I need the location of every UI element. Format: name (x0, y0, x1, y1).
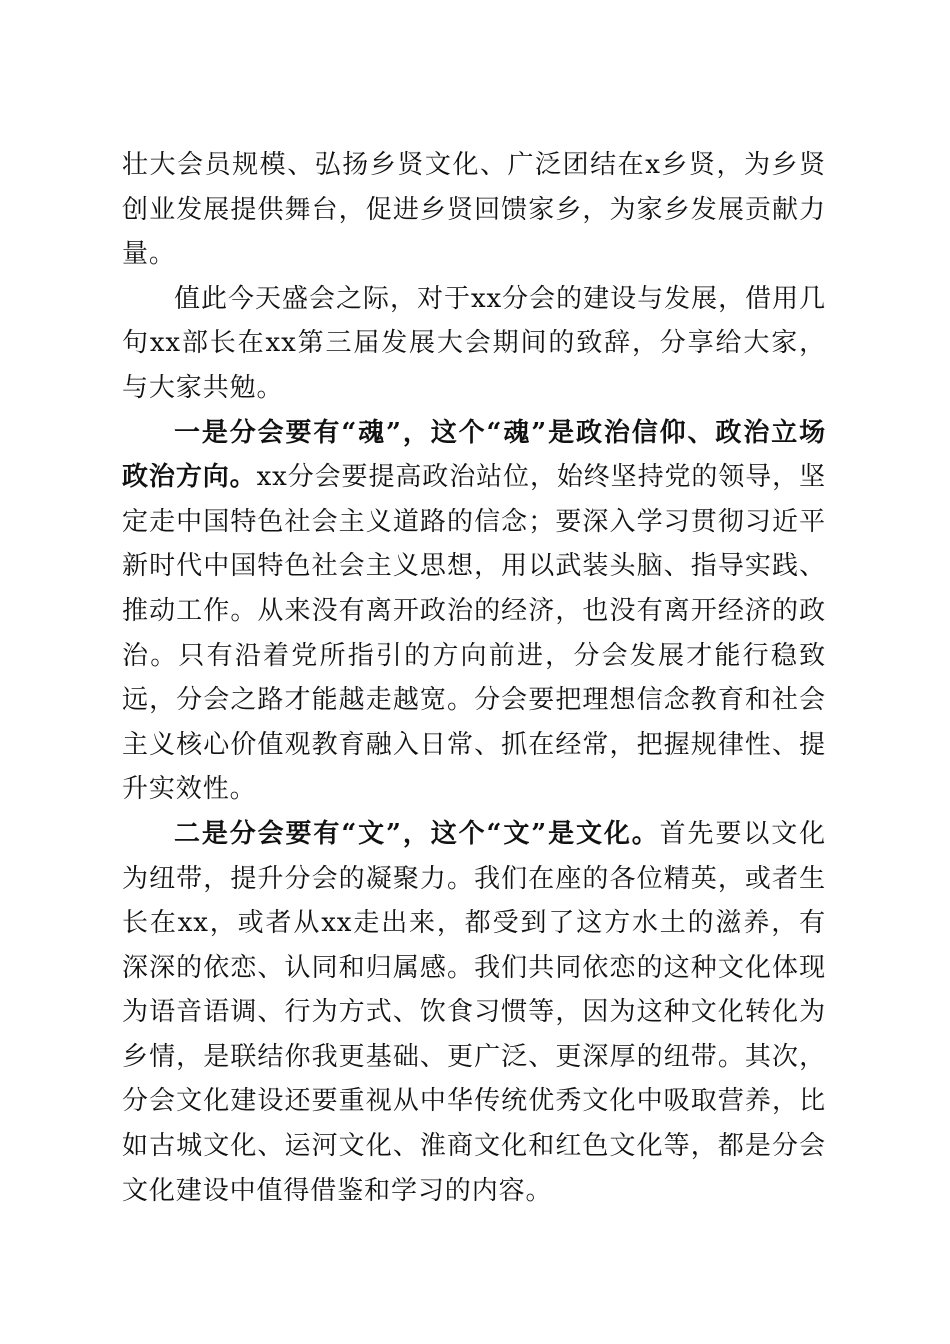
paragraph-text: xx分会要提高政治站位，始终坚持党的领导，坚定走中国特色社会主义道路的信念；要深入学习贯彻习近平新时代中国特色社会主义思想，用以武装头脑、指导实践、推动工作。从来没有离开政治的经济，也没有离开经济的政治。只有沿着党所指引的方向前进，分会发展才能行稳致远，分会之路才能越走越宽。分会要把理想信念教育和社会主义核心价值观教育融入日常、抓在经常，把握规律性、提升实效性。 (122, 462, 826, 805)
paragraph-point-one (122, 411, 826, 812)
paragraph-point-two (122, 812, 826, 1213)
paragraph-greeting (122, 277, 826, 411)
paragraph-text: 首先要以文化为纽带，提升分会的凝聚力。我们在座的各位精英，或者生长在xx，或者从xx走出来，都受到了这方水土的滋养，有深深的依恋、认同和归属感。我们共同依恋的这种文化体现为语音语调、行为方式、饮食习惯等，因为这种文化转化为乡情，是联结你我更基础、更广泛、更深厚的纽带。其次，分会文化建设还要重视从中华传统优秀文化中吸取营养，比如古城文化、运河文化、淮商文化和红色文化等，都是分会文化建设中值得借鉴和学习的内容。 (122, 818, 827, 1206)
paragraph-lead: 二是分会要有“文”，这个“文”是文化。 (174, 818, 660, 849)
paragraph-continued (122, 143, 826, 277)
paragraph-text: 值此今天盛会之际，对于xx分会的建设与发展，借用几句xx部长在xx第三届发展大会期间的致辞，分享给大家，与大家共勉。 (122, 283, 826, 403)
paragraph-text: 壮大会员规模、弘扬乡贤文化、广泛团结在x乡贤，为乡贤创业发展提供舞台，促进乡贤回馈家乡，为家乡发展贡献力量。 (122, 150, 826, 270)
paragraph-lead: 一是分会要有“魂”，这个“魂”是政治信仰、政治立场政治方向。 (122, 417, 826, 493)
document-body (122, 143, 826, 1213)
